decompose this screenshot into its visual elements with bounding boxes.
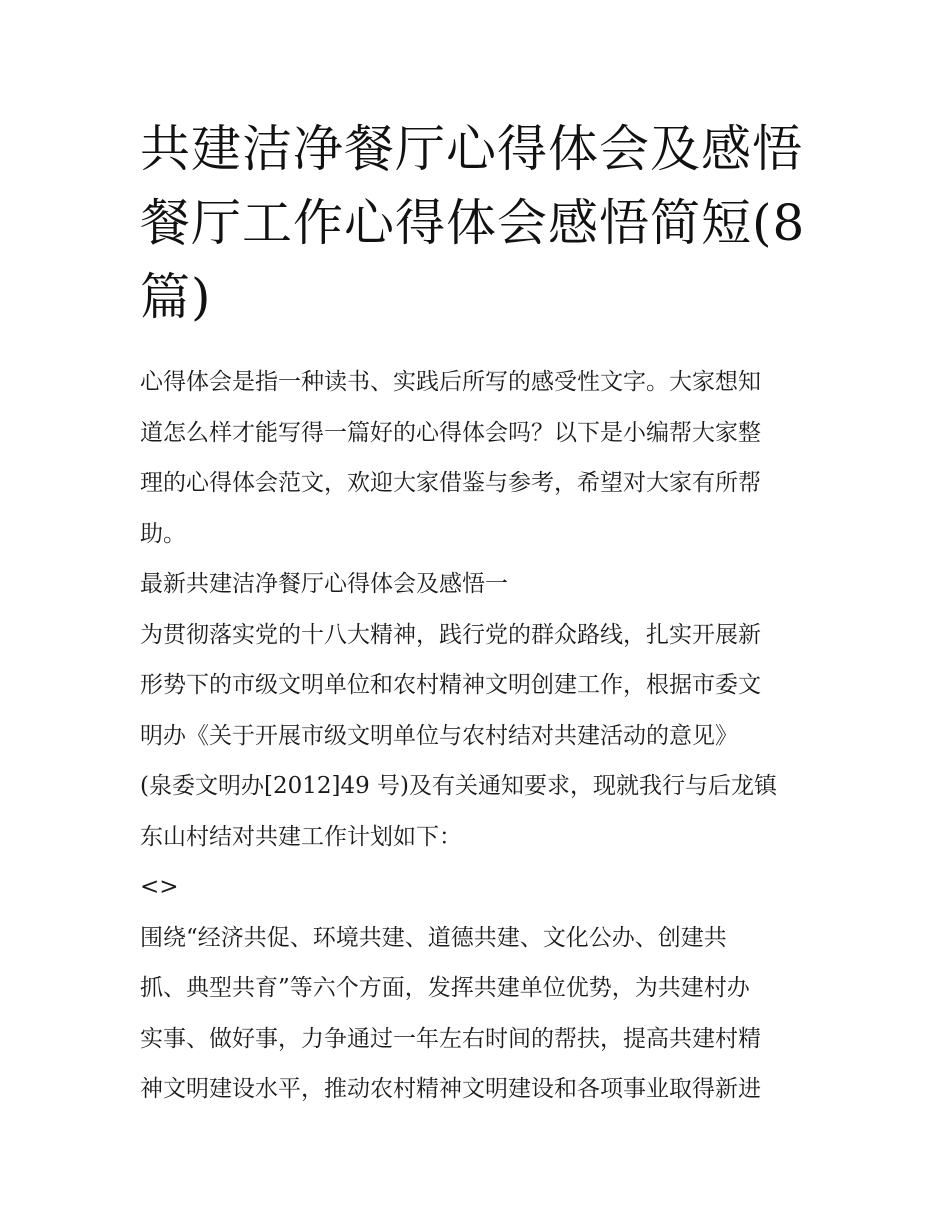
text-line: 理的心得体会范文，欢迎大家借鉴与参考，希望对大家有所帮 — [140, 470, 761, 496]
text-line: 围绕“经济共促、环境共建、道德共建、文化公办、创建共 — [140, 924, 727, 951]
intro-paragraph — [140, 357, 820, 559]
text-line: 抓、典型共育”等六个方面，发挥共建单位优势，为共建村办 — [140, 975, 750, 1001]
document-body — [140, 357, 820, 1115]
title-line: 共建洁净餐厅心得体会及感悟 — [140, 120, 803, 178]
text-line: 明办《关于开展市级文明单位与农村结对共建活动的意见》 — [140, 722, 738, 749]
text-line: 助。 — [140, 520, 186, 547]
text-line: 神文明建设水平，推动农村精神文明建设和各项事业取得新进 — [140, 1076, 761, 1102]
text-line: 东山村结对共建工作计划如下： — [140, 823, 462, 850]
text-line: 心得体会是指一种读书、实践后所写的感受性文字。大家想知 — [140, 369, 761, 395]
title-line: 餐厅工作心得体会感悟简短(8 — [140, 194, 806, 252]
text-line: 实事、做好事，力争通过一年左右时间的帮扶，提高共建村精 — [140, 1025, 761, 1052]
text-line: 为贯彻落实党的十八大精神，践行党的群众路线，扎实开展新 — [140, 621, 761, 648]
document-title — [140, 112, 820, 334]
text-line: 形势下的市级文明单位和农村精神文明创建工作，根据市委文 — [140, 672, 761, 698]
paragraph-one — [140, 610, 820, 863]
marker-text: <> — [140, 874, 179, 900]
title-line: 篇) — [140, 268, 212, 326]
section-heading: 最新共建洁净餐厅心得体会及感悟一 — [140, 571, 508, 597]
text-line: 道怎么样才能写得一篇好的心得体会吗？以下是小编帮大家整 — [140, 419, 761, 446]
text-line: (泉委文明办[2012]49 号)及有关通知要求，现就我行与后龙镇 — [140, 773, 778, 799]
paragraph-two — [140, 913, 820, 1115]
